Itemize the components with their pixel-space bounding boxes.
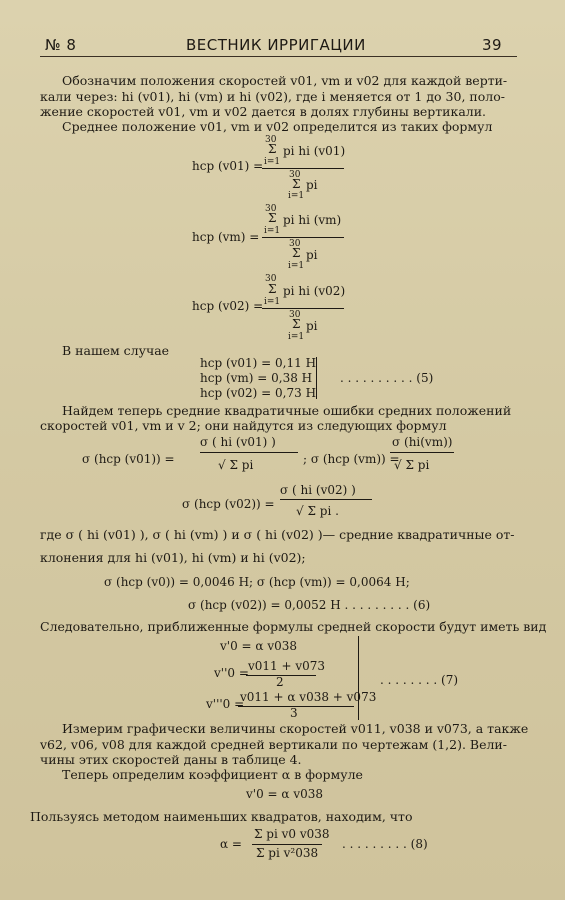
eq-number-7: . . . . . . . . (7) — [380, 673, 459, 687]
case-label: В нашем случае — [62, 343, 170, 358]
para2-line1: Найдем теперь средние квадратичные ошибки средних положений — [62, 403, 512, 418]
para5-line1: Измерим графически величины скоростей v011, v038 и v073, а также — [62, 721, 529, 736]
fraction-bar — [252, 844, 322, 845]
para3-line1: где σ ( hi (v01) ), σ ( hi (vm) ) и σ ( hi (v02) )— средние квадратичные от- — [40, 527, 515, 542]
eq-number-8: . . . . . . . . . (8) — [342, 837, 428, 851]
fraction-bar — [390, 452, 454, 453]
issue-number: № 8 — [45, 36, 77, 54]
error-values-1: σ (hср (v0)) = 0,0046 H; σ (hср (vm)) = 0,0064 H; — [104, 575, 410, 589]
eq-number-5: . . . . . . . . . . (5) — [340, 371, 434, 385]
para6: Теперь определим коэффициент α в формуле — [62, 767, 363, 782]
para2-line2: скоростей v01, vm и v 2; они найдутся из следующих формул — [40, 418, 447, 433]
fraction-bar — [262, 168, 344, 169]
para1-line2: кали через: hi (v01), hi (vm) и hi (v02), где i меняется от 1 до 30, поло- — [40, 89, 505, 104]
brace — [316, 357, 317, 399]
para1-line4: Среднее положение v01, vm и v02 определится из таких формул — [62, 119, 493, 134]
error-values-2: σ (hср (v02)) = 0,0052 H . . . . . . . . . (6) — [188, 598, 431, 612]
para4: Следовательно, приближенные формулы средней скорости будут иметь вид — [40, 619, 547, 634]
para5-line2: v62, v06, v08 для каждой средней вертикали по чертежам (1,2). Вели- — [40, 737, 507, 752]
para1-line1: Обозначим положения скоростей v01, vm и v02 для каждой верти- — [62, 73, 508, 88]
alpha-formula: v'0 = α v038 — [246, 787, 323, 801]
header-rule — [40, 56, 517, 57]
running-header — [40, 36, 513, 56]
para3-line2: клонения для hi (v01), hi (vm) и hi (v02); — [40, 550, 306, 565]
fraction-bar — [262, 308, 344, 309]
fraction-bar — [280, 499, 372, 500]
document-page: № 8 ВЕСТНИК ИРРИГАЦИИ 39 Обозначим положения скоростей v01, vm и v02 для каждой верти- кали через: hi (v01), hi (vm) и hi (v02), где i меняется от 1 до 30, поло- жение скоростей v01, vm и v02 дается в долях глубины вертикали. Среднее положение v01, vm и v02 определится из таких формул 30 Σ pi hi (v01) i=1 hср (v01) = 30 Σ pi i=1 30 Σ pi hi (vm) i=1 hср (vm) = 30 Σ pi i=1 30 Σ pi hi (v02) i=1 hср (v02) = 30 Σ pi i=1 В нашем случае hср (v01) = 0,11 H hср (vm) = 0,38 H hср (v02) = 0,73 H . . . . . . . . . . (5) Найдем теперь средние квадратичные ошибки средних положений скоростей v01, vm и v 2; они найдутся из следующих формул σ ( hi (v01) ) σ (hср (v01)) = √ Σ pi ; σ (hср (vm)) = σ (hi(vm)) √ Σ pi σ ( hi (v02) ) σ (hср (v02)) = √ Σ pi . где σ ( hi (v01) ), σ ( hi (vm) ) и σ ( hi (v02) )— средние квадратичные от- клонения для hi (v01), hi (vm) и hi (v02); σ (hср (v0)) = 0,0046 H; σ (hср (vm)) = 0,0064 H; σ (hср (v02)) = 0,0052 H . . . . . . . . . (6) Следовательно, приближенные формулы средней скорости будут иметь вид v'0 = α v038 v011 + v073 v''0 = 2 v011 + α v038 + v073 v'''0 = 3 . . . . . . . . (7) Измерим графически величины скоростей v011, v038 и v073, а также v62, v06, v08 для каждой средней вертикали по чертежам (1,2). Вели- чины этих скоростей даны в таблице 4. Теперь определим коэффициент α в формуле v'0 = α v038 Пользуясь методом наименьших квадратов, находим, что Σ pi v0 v038 α = Σ pi v²038 . . . . . . . . . (8) — [0, 0, 565, 900]
page-number: 39 — [482, 36, 503, 54]
sum-symbol: Σ — [268, 142, 277, 156]
fraction-bar — [200, 452, 298, 453]
case-v01: hср (v01) = 0,11 H — [200, 356, 317, 370]
para5-line3: чины этих скоростей даны в таблице 4. — [40, 752, 302, 767]
brace — [358, 636, 359, 720]
para1-line3: жение скоростей v01, vm и v02 дается в долях глубины вертикали. — [40, 104, 487, 119]
case-v02: hср (v02) = 0,73 H — [200, 386, 317, 400]
case-vm: hср (vm) = 0,38 H — [200, 371, 313, 385]
para7: Пользуясь методом наименьших квадратов, находим, что — [30, 809, 413, 824]
journal-title: ВЕСТНИК ИРРИГАЦИИ — [186, 36, 366, 54]
fraction-bar — [262, 237, 344, 238]
